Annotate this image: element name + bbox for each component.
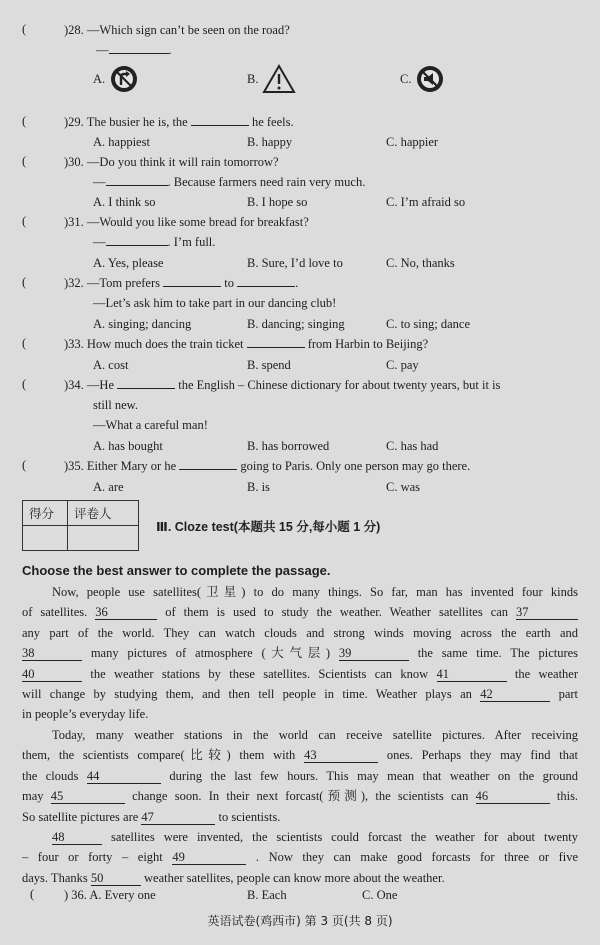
question-32: )32. —Tom prefers to . xyxy=(64,276,299,290)
option-b: B. happy xyxy=(247,135,293,149)
cloze-blank: 43 xyxy=(304,749,378,763)
question-33: )33. How much does the train ticket from Harbin to Beijing? xyxy=(64,337,429,351)
question-32-response: —Let’s ask him to take part in our dancing club! xyxy=(93,296,337,310)
answer-paren: ( xyxy=(22,154,27,168)
question-31: )31. —Would you like some bread for breakfast? xyxy=(64,215,309,229)
question-34-response: —What a careful man! xyxy=(93,418,208,432)
option-a: A. singing; dancing xyxy=(93,317,192,331)
option-a: A. cost xyxy=(93,358,129,372)
answer-paren: ( xyxy=(30,887,35,901)
option-c: C. happier xyxy=(386,135,439,149)
question-29: )29. The busier he is, the he feels. xyxy=(64,115,294,129)
passage-paragraph-1: Now, people use satellites(卫星) to do many things. So far, man has invented four kinds of satellites. 36 of them is used to study the weather. Weather satellites can 37 any part of the world. They can watch clouds and strong winds moving across the earth and 38 many pictures of atmosphere (大气层) 39 the same time. The pictures 40 the weather stations by these satellites. Scientists can know 41 the weather will change by studying them, and then tell people in time. Weather plays an 42 part in people’s everyday life. xyxy=(22,585,579,722)
option-c: C. No, thanks xyxy=(386,256,455,270)
cloze-blank: 46 xyxy=(476,790,550,804)
option-b: B. spend xyxy=(247,358,291,372)
warning-triangle-icon xyxy=(262,64,296,94)
option-28-a: A. xyxy=(93,64,139,94)
score-header: 得分 xyxy=(23,501,68,526)
answer-paren: ( xyxy=(22,275,27,289)
question-28: )28. —Which sign can’t be seen on the road? xyxy=(64,23,290,37)
option-a: A. Yes, please xyxy=(93,256,164,270)
question-30-answer-line: — . Because farmers need rain very much. xyxy=(93,175,366,189)
answer-blank xyxy=(191,125,249,126)
question-28-answer-line: — . xyxy=(96,43,172,57)
score-cell[interactable] xyxy=(23,526,68,551)
option-c: C. was xyxy=(386,480,421,494)
cloze-blank: 36 xyxy=(95,606,157,620)
option-c: C. pay xyxy=(386,358,419,372)
cloze-blank: 40 xyxy=(22,668,82,682)
option-a: A. Every one xyxy=(89,888,156,902)
question-34: )34. —He the English – Chinese dictionary for about twenty years, but it is xyxy=(64,378,501,392)
question-31-answer-line: — . I’m full. xyxy=(93,235,216,249)
answer-blank xyxy=(237,286,295,287)
option-a: A. has bought xyxy=(93,439,163,453)
cloze-blank: 42 xyxy=(480,688,550,702)
option-28-c: C. xyxy=(400,64,445,94)
answer-paren: ( xyxy=(22,114,27,128)
option-a: A. I think so xyxy=(93,195,156,209)
no-horn-sign-icon xyxy=(415,64,445,94)
answer-blank xyxy=(179,469,237,470)
answer-blank xyxy=(247,347,305,348)
option-c: C. I’m afraid so xyxy=(386,195,466,209)
option-c: C. has had xyxy=(386,439,439,453)
option-c: C. to sing; dance xyxy=(386,317,471,331)
option-b: B. I hope so xyxy=(247,195,308,209)
question-30: )30. —Do you think it will rain tomorrow? xyxy=(64,155,279,169)
cloze-blank: 37 xyxy=(516,606,578,620)
cloze-blank: 44 xyxy=(87,770,161,784)
answer-paren: ( xyxy=(22,214,27,228)
answer-paren: ( xyxy=(22,22,27,36)
cloze-blank: 48 xyxy=(52,831,102,845)
answer-blank xyxy=(106,185,168,186)
grader-header: 评卷人 xyxy=(68,501,139,526)
option-b: B. dancing; singing xyxy=(247,317,345,331)
option-a: A. are xyxy=(93,480,124,494)
instruction: Choose the best answer to complete the passage. xyxy=(22,563,331,578)
answer-blank xyxy=(106,245,168,246)
page-footer: 英语试卷(鸡西市) 第 3 页(共 8 页) xyxy=(207,914,393,928)
score-table xyxy=(22,500,139,551)
cloze-blank: 41 xyxy=(437,668,507,682)
answer-blank xyxy=(117,388,175,389)
answer-paren: ( xyxy=(22,377,27,391)
option-28-b: B. xyxy=(247,64,296,94)
grader-cell[interactable] xyxy=(68,526,139,551)
option-b: B. is xyxy=(247,480,270,494)
cloze-blank: 38 xyxy=(22,647,82,661)
answer-paren: ( xyxy=(22,336,27,350)
answer-blank xyxy=(163,286,221,287)
cloze-blank: 45 xyxy=(51,790,125,804)
option-b: B. Each xyxy=(247,888,287,902)
cloze-blank: 47 xyxy=(141,811,215,825)
no-overtaking-sign-icon xyxy=(109,64,139,94)
cloze-blank: 39 xyxy=(339,647,409,661)
section-title: Ⅲ. Cloze test(本题共 15 分,每小题 1 分) xyxy=(156,520,381,534)
option-b: B. Sure, I’d love to xyxy=(247,256,343,270)
question-36: ) 36. A. Every one xyxy=(64,888,156,902)
option-c: C. One xyxy=(362,888,398,902)
option-a: A. happiest xyxy=(93,135,150,149)
passage-paragraph-2: Today, many weather stations in the world can receive satellite pictures. After receiving them, the scientists compare(比较) them with 43 ones. Perhaps they may find that the clouds 44 during the last few hours. This may mean that weather on the ground may 45 change soon. In their next forcast(预测), the scientists can 46 this. So satellite pictures are 47 to scientists. xyxy=(22,728,579,824)
passage-paragraph-3: 48 satellites were invented, the scientists could forcast the weather for about twenty – four or forty – eight 49 . Now they can make good forcasts for three or five days. Thanks 50 weather satellites, people can know more about the weather. xyxy=(22,830,579,885)
cloze-blank: 50 xyxy=(91,872,141,886)
option-b: B. has borrowed xyxy=(247,439,330,453)
question-35: )35. Either Mary or he going to Paris. Only one person may go there. xyxy=(64,459,471,473)
answer-blank xyxy=(109,53,169,54)
answer-paren: ( xyxy=(22,458,27,472)
question-34-continued: still new. xyxy=(93,398,139,412)
cloze-blank: 49 xyxy=(172,851,246,865)
